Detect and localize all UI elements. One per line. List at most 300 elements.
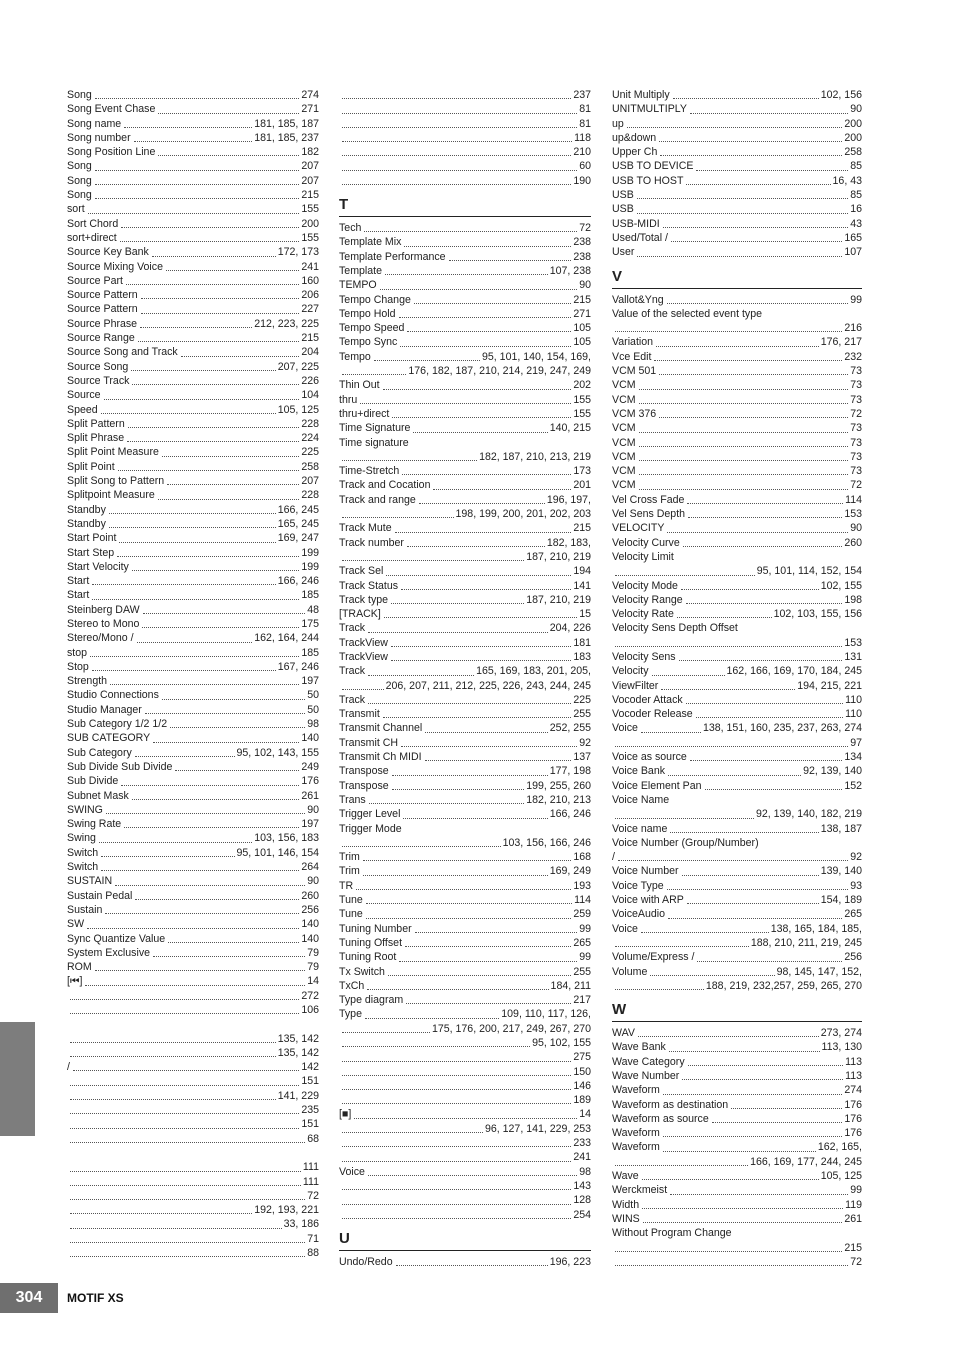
index-term: TrackView <box>339 636 388 649</box>
index-page-refs: 90 <box>307 875 319 888</box>
index-entry <box>612 536 862 550</box>
dot-leader <box>70 999 299 1000</box>
index-entry <box>612 131 862 145</box>
index-page-refs: 265 <box>844 908 862 921</box>
index-term: Sub Category <box>67 746 132 759</box>
dot-leader <box>101 870 299 871</box>
index-entry <box>612 664 862 678</box>
dot-leader <box>109 513 276 514</box>
dot-leader <box>679 660 843 661</box>
index-entry <box>339 131 591 145</box>
dot-leader <box>687 903 819 904</box>
dot-leader <box>342 127 577 128</box>
index-entry <box>612 231 862 245</box>
dot-leader <box>158 155 299 156</box>
index-term: Strength <box>67 675 108 688</box>
index-entry <box>67 1232 319 1246</box>
index-page-refs: 110 <box>845 693 862 706</box>
dot-leader <box>132 799 299 800</box>
dot-leader <box>342 98 571 99</box>
index-entry <box>339 879 591 893</box>
index-term: Source Key Bank <box>67 246 149 259</box>
index-term: Steinberg DAW <box>67 603 140 616</box>
dot-leader <box>106 813 305 814</box>
index-term: Upper Ch <box>612 146 658 159</box>
index-page-refs: 103, 156, 183 <box>254 832 319 845</box>
index-term: Track and range <box>339 493 416 506</box>
index-entry <box>67 302 319 316</box>
dot-leader <box>660 155 842 156</box>
index-term: Voice Type <box>612 879 664 892</box>
index-entry <box>612 188 862 202</box>
dot-leader <box>618 860 848 861</box>
index-page-refs: 95, 101, 140, 154, 169, <box>482 350 591 363</box>
index-term: Voice Bank <box>612 765 666 778</box>
index-entry <box>339 793 591 807</box>
index-page-refs: 141 <box>573 579 591 592</box>
index-entry <box>612 807 862 821</box>
dot-leader <box>615 746 848 747</box>
index-page-refs: 207, 225 <box>277 360 319 373</box>
index-page-refs: 238 <box>573 250 591 263</box>
index-entry <box>339 707 591 721</box>
index-term: SW <box>67 918 85 931</box>
index-term: Source <box>67 389 101 402</box>
dot-leader <box>342 141 572 142</box>
dot-leader <box>407 331 571 332</box>
index-page-refs: 92 <box>850 851 862 864</box>
index-page-refs: 199 <box>301 546 319 559</box>
index-term: ROM <box>67 961 92 974</box>
index-entry <box>612 850 862 864</box>
index-entry <box>339 907 591 921</box>
index-entry <box>612 1126 862 1140</box>
index-entry <box>612 245 862 259</box>
index-page-refs: 73 <box>850 436 862 449</box>
index-page-refs: 176 <box>844 1098 862 1111</box>
index-term: Voice <box>612 922 638 935</box>
index-entry <box>67 102 319 116</box>
index-page-refs: 185 <box>301 646 319 659</box>
index-term: up <box>612 117 624 130</box>
dot-leader <box>364 231 577 232</box>
index-entry <box>339 88 591 102</box>
index-page-refs: 119 <box>845 1198 862 1211</box>
dot-leader <box>342 184 571 185</box>
index-term: Undo/Redo <box>339 1255 393 1268</box>
index-page-refs: 99 <box>850 1184 862 1197</box>
index-term: Tx Switch <box>339 965 385 978</box>
model-name: MOTIF XS <box>67 1291 124 1305</box>
index-page-refs: 128 <box>573 1194 591 1207</box>
index-term: Tempo Hold <box>339 307 396 320</box>
index-term: Waveform <box>612 1084 660 1097</box>
dot-leader <box>650 975 774 976</box>
dot-leader <box>120 241 300 242</box>
index-term: Sync Quantize Value <box>67 932 166 945</box>
dot-leader <box>682 1079 843 1080</box>
index-entry <box>67 488 319 502</box>
index-page-refs: 14 <box>579 1108 591 1121</box>
index-term: thru <box>339 393 358 406</box>
index-page-refs: 241 <box>301 260 319 273</box>
index-page-refs: 113, 130 <box>821 1041 862 1054</box>
dot-leader <box>342 374 406 375</box>
dot-leader <box>396 1265 548 1266</box>
dot-leader <box>121 227 299 228</box>
index-term: Track <box>339 622 366 635</box>
index-page-refs: 261 <box>844 1212 862 1225</box>
dot-leader <box>383 389 572 390</box>
index-entry <box>339 221 591 235</box>
index-entry <box>612 1083 862 1097</box>
index-entry <box>612 1241 862 1255</box>
dot-leader <box>110 684 299 685</box>
index-entry <box>612 1040 862 1054</box>
page-number: 304 <box>0 1283 58 1313</box>
index-page-refs: 275 <box>573 1051 591 1064</box>
index-page-refs: 98, 145, 147, 152, <box>776 965 862 978</box>
index-entry <box>67 1217 319 1231</box>
index-page-refs: 256 <box>844 951 862 964</box>
index-entry <box>339 950 591 964</box>
dot-leader <box>388 975 571 976</box>
index-entry <box>612 736 862 750</box>
index-page-refs: 188, 210, 211, 219, 245 <box>750 936 862 949</box>
index-column-1 <box>67 88 319 1260</box>
index-page-refs: 150 <box>573 1065 591 1078</box>
index-page-refs: 93 <box>850 879 862 892</box>
index-page-refs: 141, 229 <box>277 1089 319 1102</box>
dot-leader <box>158 113 299 114</box>
index-page-refs: 175 <box>301 617 319 630</box>
index-entry <box>339 1107 591 1121</box>
index-entry <box>339 822 591 836</box>
index-term: Werckmeist <box>612 1184 668 1197</box>
index-entry <box>612 493 862 507</box>
dot-leader <box>402 474 571 475</box>
index-term: Waveform <box>612 1127 660 1140</box>
index-entry <box>339 235 591 249</box>
index-entry <box>612 450 862 464</box>
dot-leader <box>637 256 842 257</box>
index-entry <box>612 893 862 907</box>
index-entry <box>612 1255 862 1269</box>
index-term: USB TO HOST <box>612 174 684 187</box>
index-page-refs: 90 <box>579 279 591 292</box>
index-entry <box>67 1189 319 1203</box>
dot-leader <box>342 155 571 156</box>
index-term: Source Pattern <box>67 289 138 302</box>
index-term: Subnet Mask <box>67 789 129 802</box>
index-term: Stereo to Mono <box>67 617 140 630</box>
dot-leader <box>659 141 842 142</box>
dot-leader <box>668 918 842 919</box>
dot-leader <box>383 717 572 718</box>
index-page-refs: 197 <box>301 675 319 688</box>
index-term: User <box>612 246 635 259</box>
dot-leader <box>652 675 725 676</box>
index-page-refs: 232 <box>844 350 862 363</box>
index-page-refs: 166, 246 <box>277 575 319 588</box>
dot-leader <box>391 646 571 647</box>
index-term: Tempo Sync <box>339 336 398 349</box>
index-term: Vel Sens Depth <box>612 508 686 521</box>
index-page-refs: 97 <box>850 736 862 749</box>
index-term: Wave Bank <box>612 1041 666 1054</box>
index-term: Tuning Offset <box>339 936 403 949</box>
dot-leader <box>70 1085 299 1086</box>
index-page-refs: 107 <box>844 246 862 259</box>
dot-leader <box>132 384 299 385</box>
dot-leader <box>70 1042 276 1043</box>
index-entry <box>67 1132 319 1146</box>
index-term: ViewFilter <box>612 679 659 692</box>
dot-leader <box>342 1218 571 1219</box>
index-entry <box>612 407 862 421</box>
dot-leader <box>641 732 701 733</box>
dot-leader <box>384 617 577 618</box>
index-page-refs: 95, 101, 146, 154 <box>236 846 319 859</box>
index-term: Type <box>339 1008 362 1021</box>
index-page-refs: 138, 151, 160, 235, 237, 263, 274 <box>702 722 862 735</box>
index-page-refs: 182, 183, <box>546 536 591 549</box>
index-term: Source Range <box>67 332 135 345</box>
index-page-refs: 73 <box>850 365 862 378</box>
index-page-refs: 81 <box>579 117 591 130</box>
index-term: Unit Multiply <box>612 89 670 101</box>
dot-leader <box>356 889 571 890</box>
index-entry <box>339 364 591 378</box>
index-entry <box>339 321 591 335</box>
index-term: Time-Stretch <box>339 465 400 478</box>
index-entry <box>612 907 862 921</box>
index-page-refs: 135, 142 <box>277 1046 319 1059</box>
index-page-refs: 92 <box>579 736 591 749</box>
index-page-refs: 274 <box>301 89 319 101</box>
dot-leader <box>141 313 300 314</box>
index-term: Wave <box>612 1170 639 1183</box>
index-term: Transpose <box>339 779 389 792</box>
index-page-refs: 204 <box>301 346 319 359</box>
index-term: Template Performance <box>339 250 446 263</box>
dot-leader <box>681 589 819 590</box>
index-term: Velocity Mode <box>612 579 678 592</box>
index-term: Velocity Sens <box>612 650 676 663</box>
index-entry <box>67 1074 319 1088</box>
index-entry <box>339 1079 591 1093</box>
dot-leader <box>642 1208 843 1209</box>
index-page-refs: 199 <box>301 560 319 573</box>
index-term: Vce Edit <box>612 350 652 363</box>
index-page-refs: 90 <box>850 522 862 535</box>
index-term: Trigger Mode <box>339 822 402 835</box>
index-page-refs: 189 <box>573 1094 591 1107</box>
index-term: Waveform as source <box>612 1112 709 1125</box>
index-page-refs: 151 <box>301 1118 319 1131</box>
index-entry <box>612 145 862 159</box>
index-entry <box>67 174 319 188</box>
index-page-refs: 153 <box>844 508 862 521</box>
index-page-refs: 182, 187, 210, 213, 219 <box>479 450 591 463</box>
index-term: TR <box>339 879 354 892</box>
index-term: sort <box>67 203 85 216</box>
index-entry <box>339 278 591 292</box>
index-term: Transmit Ch MIDI <box>339 751 422 764</box>
index-term: VCM 376 <box>612 407 657 420</box>
index-term: Tune <box>339 894 363 907</box>
dot-leader <box>392 417 571 418</box>
index-term: VCM <box>612 436 636 449</box>
index-page-refs: 255 <box>573 708 591 721</box>
index-page-refs: 188, 219, 232,257, 259, 265, 270 <box>705 979 862 992</box>
index-page-refs: 155 <box>301 231 319 244</box>
index-entry <box>339 1065 591 1079</box>
index-term: Waveform as destination <box>612 1098 729 1111</box>
dot-leader <box>399 961 577 962</box>
index-page-refs: 14 <box>307 975 319 988</box>
index-entry <box>67 989 319 1003</box>
index-term: Vocoder Attack <box>612 693 683 706</box>
index-entry <box>67 831 319 845</box>
dot-leader <box>342 1161 571 1162</box>
index-entry <box>612 979 862 993</box>
index-page-refs: 140 <box>301 732 319 745</box>
index-entry <box>339 1165 591 1179</box>
index-page-refs: 272 <box>301 989 319 1002</box>
dot-leader <box>449 260 572 261</box>
index-entry <box>67 202 319 216</box>
index-entry <box>339 1136 591 1150</box>
index-entry <box>612 764 862 778</box>
index-entry <box>339 750 591 764</box>
index-page-refs: 98 <box>579 1165 591 1178</box>
index-entry <box>67 331 319 345</box>
dot-leader <box>153 956 305 957</box>
dot-leader <box>145 713 305 714</box>
index-term: VCM <box>612 393 636 406</box>
dot-leader <box>615 1251 842 1252</box>
index-entry <box>67 288 319 302</box>
index-term: Track Mute <box>339 522 392 535</box>
index-entry <box>67 159 319 173</box>
index-section-heading: V <box>612 268 862 289</box>
dot-leader <box>342 560 524 561</box>
index-page-refs: 88 <box>307 1247 319 1260</box>
dot-leader <box>342 1204 571 1205</box>
index-page-refs: 185 <box>301 589 319 602</box>
dot-leader <box>342 846 501 847</box>
index-page-refs: 201 <box>573 479 591 492</box>
index-entry <box>67 231 319 245</box>
index-term: Tempo Change <box>339 293 411 306</box>
index-entry <box>339 1150 591 1164</box>
index-entry <box>612 1212 862 1226</box>
index-entry <box>67 631 319 645</box>
index-entry <box>67 817 319 831</box>
dot-leader <box>342 1146 571 1147</box>
index-page-refs: 228 <box>301 417 319 430</box>
index-entry <box>67 245 319 259</box>
index-page-refs: 105 <box>573 322 591 335</box>
index-page-refs: 190 <box>573 174 591 187</box>
index-page-refs: 165 <box>844 231 862 244</box>
dot-leader <box>391 603 524 604</box>
index-entry <box>67 646 319 660</box>
index-page-refs: 261 <box>301 789 319 802</box>
dot-leader <box>663 227 849 228</box>
index-entry <box>612 693 862 707</box>
index-entry <box>612 1098 862 1112</box>
dot-leader <box>70 1171 301 1172</box>
dot-leader <box>70 1242 305 1243</box>
dot-leader <box>131 370 275 371</box>
index-term: Width <box>612 1198 640 1211</box>
index-entry <box>612 464 862 478</box>
index-section-heading: T <box>339 196 591 217</box>
dot-leader <box>109 527 276 528</box>
index-entry <box>67 1246 319 1260</box>
dot-leader <box>73 1070 299 1071</box>
dot-leader <box>127 441 299 442</box>
index-term: Transmit <box>339 708 380 721</box>
dot-leader <box>70 1185 301 1186</box>
index-page-refs: 99 <box>579 951 591 964</box>
index-page-refs: 85 <box>850 189 862 202</box>
dot-leader <box>686 603 843 604</box>
dot-leader <box>342 113 577 114</box>
index-term: Transmit Channel <box>339 722 423 735</box>
index-page-refs: 102, 156 <box>820 89 862 101</box>
dot-leader <box>70 1113 299 1114</box>
index-page-refs: 131 <box>844 650 862 663</box>
dot-leader <box>70 1013 299 1014</box>
index-term: Tune <box>339 908 363 921</box>
dot-leader <box>404 246 571 247</box>
index-entry <box>612 950 862 964</box>
dot-leader <box>342 517 454 518</box>
index-page-refs: 217 <box>573 994 591 1007</box>
index-term: Sub Category 1/2 1/2 <box>67 718 168 731</box>
index-term: Trim <box>339 851 360 864</box>
index-entry <box>339 550 591 564</box>
index-entry <box>67 388 319 402</box>
index-page-refs: 169, 249 <box>549 865 591 878</box>
index-entry <box>339 393 591 407</box>
index-entry <box>339 1093 591 1107</box>
index-term: Start <box>67 575 90 588</box>
index-entry <box>612 478 862 492</box>
dot-leader <box>90 656 299 657</box>
dot-leader <box>128 427 300 428</box>
index-term: Velocity Curve <box>612 536 680 549</box>
index-term: WINS <box>612 1212 640 1225</box>
index-entry <box>339 493 591 507</box>
index-page-refs: 176, 217 <box>820 336 862 349</box>
index-term: Split Pattern <box>67 417 125 430</box>
index-entry <box>612 307 862 321</box>
index-entry <box>67 517 319 531</box>
index-page-refs: 105, 125 <box>277 403 319 416</box>
index-page-refs: 111 <box>302 1161 319 1174</box>
index-entry <box>612 217 862 231</box>
index-entry <box>339 1122 591 1136</box>
index-term: Wave Number <box>612 1070 680 1082</box>
index-entry <box>67 774 319 788</box>
index-page-refs: 72 <box>850 1255 862 1268</box>
index-page-refs: 166, 245 <box>277 503 319 516</box>
section-side-tab <box>0 1022 35 1136</box>
